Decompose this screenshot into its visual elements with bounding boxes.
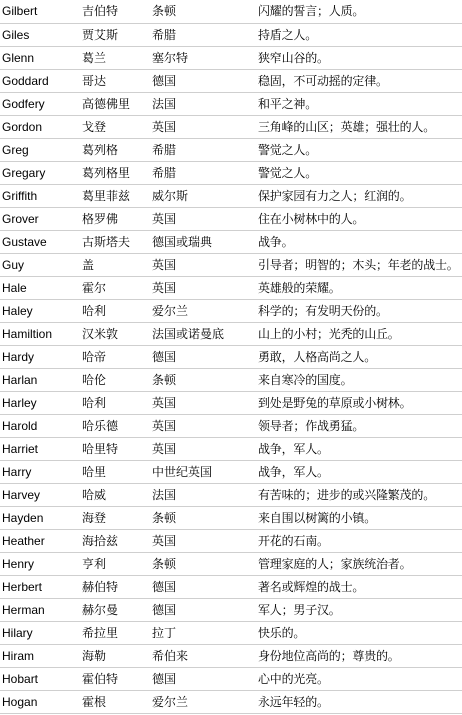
meaning-cell: 开花的石南。 [256, 529, 462, 552]
english-name-cell: Gregary [0, 161, 80, 184]
origin-cell: 英国 [150, 207, 256, 230]
origin-cell: 条顿 [150, 368, 256, 391]
origin-cell: 希腊 [150, 138, 256, 161]
chinese-name-cell: 哈利 [80, 391, 150, 414]
origin-cell: 英国 [150, 115, 256, 138]
table-row [0, 437, 462, 460]
english-name-cell: Harriet [0, 437, 80, 460]
meaning-cell: 持盾之人。 [256, 23, 462, 46]
chinese-name-cell: 哈里特 [80, 437, 150, 460]
chinese-name-cell: 哈威 [80, 483, 150, 506]
meaning-cell: 三角峰的山区；英雄；强壮的人。 [256, 115, 462, 138]
meaning-cell: 和平之神。 [256, 92, 462, 115]
origin-cell: 中世纪英国 [150, 460, 256, 483]
meaning-cell: 来自围以树篱的小镇。 [256, 506, 462, 529]
table-row [0, 230, 462, 253]
english-name-cell: Harold [0, 414, 80, 437]
english-name-cell: Hobart [0, 667, 80, 690]
table-row [0, 483, 462, 506]
origin-cell: 爱尔兰 [150, 299, 256, 322]
meaning-cell: 心中的光亮。 [256, 667, 462, 690]
meaning-cell: 战争，军人。 [256, 460, 462, 483]
meaning-cell: 闪耀的誓言；人质。 [256, 0, 462, 23]
meaning-cell: 军人；男子汉。 [256, 598, 462, 621]
chinese-name-cell: 赫伯特 [80, 575, 150, 598]
chinese-name-cell: 霍伯特 [80, 667, 150, 690]
chinese-name-cell: 海登 [80, 506, 150, 529]
origin-cell: 威尔斯 [150, 184, 256, 207]
meaning-cell: 保护家园有力之人；红润的。 [256, 184, 462, 207]
origin-cell: 英国 [150, 253, 256, 276]
origin-cell: 英国 [150, 437, 256, 460]
meaning-cell: 住在小树林中的人。 [256, 207, 462, 230]
chinese-name-cell: 霍尔 [80, 276, 150, 299]
meaning-cell: 快乐的。 [256, 621, 462, 644]
table-row [0, 115, 462, 138]
origin-cell: 德国 [150, 598, 256, 621]
table-row [0, 391, 462, 414]
origin-cell: 德国 [150, 69, 256, 92]
english-name-cell: Griffith [0, 184, 80, 207]
english-name-cell: Greg [0, 138, 80, 161]
table-row [0, 92, 462, 115]
chinese-name-cell: 哥达 [80, 69, 150, 92]
meaning-cell: 到处是野兔的草原或小树林。 [256, 391, 462, 414]
chinese-name-cell: 葛列格 [80, 138, 150, 161]
english-name-cell: Gilbert [0, 0, 80, 23]
chinese-name-cell: 哈利 [80, 299, 150, 322]
meaning-cell: 管理家庭的人；家族统治者。 [256, 552, 462, 575]
table-row [0, 161, 462, 184]
english-name-cell: Hamiltion [0, 322, 80, 345]
origin-cell: 德国 [150, 575, 256, 598]
origin-cell: 拉丁 [150, 621, 256, 644]
chinese-name-cell: 高德佛里 [80, 92, 150, 115]
table-row [0, 46, 462, 69]
origin-cell: 希腊 [150, 161, 256, 184]
meaning-cell: 著名或辉煌的战士。 [256, 575, 462, 598]
table-row [0, 690, 462, 713]
english-name-cell: Goddard [0, 69, 80, 92]
english-name-cell: Henry [0, 552, 80, 575]
english-name-cell: Hardy [0, 345, 80, 368]
english-name-cell: Giles [0, 23, 80, 46]
chinese-name-cell: 哈里 [80, 460, 150, 483]
origin-cell: 塞尔特 [150, 46, 256, 69]
table-row [0, 322, 462, 345]
origin-cell: 德国 [150, 345, 256, 368]
table-row [0, 253, 462, 276]
table-row [0, 575, 462, 598]
origin-cell: 英国 [150, 276, 256, 299]
table-row [0, 506, 462, 529]
chinese-name-cell: 盖 [80, 253, 150, 276]
table-row [0, 529, 462, 552]
chinese-name-cell: 格罗佛 [80, 207, 150, 230]
english-name-cell: Gordon [0, 115, 80, 138]
chinese-name-cell: 葛列格里 [80, 161, 150, 184]
table-row [0, 667, 462, 690]
meaning-cell: 战争。 [256, 230, 462, 253]
english-name-cell: Glenn [0, 46, 80, 69]
meaning-cell: 身份地位高尚的；尊贵的。 [256, 644, 462, 667]
origin-cell: 法国或诺曼底 [150, 322, 256, 345]
origin-cell: 希伯来 [150, 644, 256, 667]
english-name-cell: Herman [0, 598, 80, 621]
origin-cell: 法国 [150, 483, 256, 506]
meaning-cell: 狭窄山谷的。 [256, 46, 462, 69]
table-row [0, 345, 462, 368]
english-name-cell: Heather [0, 529, 80, 552]
chinese-name-cell: 哈乐德 [80, 414, 150, 437]
origin-cell: 德国 [150, 667, 256, 690]
meaning-cell: 永远年轻的。 [256, 690, 462, 713]
english-name-cell: Harvey [0, 483, 80, 506]
english-name-cell: Harley [0, 391, 80, 414]
table-row [0, 621, 462, 644]
english-name-cell: Harry [0, 460, 80, 483]
chinese-name-cell: 贾艾斯 [80, 23, 150, 46]
table-row [0, 552, 462, 575]
chinese-name-cell: 哈帝 [80, 345, 150, 368]
table-row [0, 184, 462, 207]
meaning-cell: 引导者；明智的；木头；年老的战士。 [256, 253, 462, 276]
english-name-cell: Gustave [0, 230, 80, 253]
meaning-cell: 科学的；有发明天份的。 [256, 299, 462, 322]
meaning-cell: 战争，军人。 [256, 437, 462, 460]
origin-cell: 德国或瑞典 [150, 230, 256, 253]
english-name-cell: Godfery [0, 92, 80, 115]
table-row [0, 368, 462, 391]
chinese-name-cell: 戈登 [80, 115, 150, 138]
meaning-cell: 警觉之人。 [256, 138, 462, 161]
meaning-cell: 来自寒冷的国度。 [256, 368, 462, 391]
english-name-cell: Hayden [0, 506, 80, 529]
table-row [0, 0, 462, 23]
table-row [0, 460, 462, 483]
origin-cell: 爱尔兰 [150, 690, 256, 713]
chinese-name-cell: 亨利 [80, 552, 150, 575]
origin-cell: 英国 [150, 529, 256, 552]
origin-cell: 英国 [150, 414, 256, 437]
chinese-name-cell: 古斯塔夫 [80, 230, 150, 253]
meaning-cell: 有苦味的；进步的或兴隆繁茂的。 [256, 483, 462, 506]
chinese-name-cell: 希拉里 [80, 621, 150, 644]
meaning-cell: 警觉之人。 [256, 161, 462, 184]
meaning-cell: 英雄般的荣耀。 [256, 276, 462, 299]
origin-cell: 条顿 [150, 0, 256, 23]
meaning-cell: 勇敢，人格高尚之人。 [256, 345, 462, 368]
english-name-cell: Hogan [0, 690, 80, 713]
origin-cell: 法国 [150, 92, 256, 115]
origin-cell: 英国 [150, 391, 256, 414]
chinese-name-cell: 葛兰 [80, 46, 150, 69]
english-name-cell: Grover [0, 207, 80, 230]
english-name-cell: Herbert [0, 575, 80, 598]
table-row [0, 598, 462, 621]
table-row [0, 299, 462, 322]
meaning-cell: 领导者；作战勇猛。 [256, 414, 462, 437]
chinese-name-cell: 汉米敦 [80, 322, 150, 345]
english-name-cell: Guy [0, 253, 80, 276]
table-row [0, 276, 462, 299]
english-name-cell: Hilary [0, 621, 80, 644]
table-row [0, 207, 462, 230]
english-name-cell: Hale [0, 276, 80, 299]
chinese-name-cell: 霍根 [80, 690, 150, 713]
chinese-name-cell: 哈伦 [80, 368, 150, 391]
meaning-cell: 山上的小村；光秃的山丘。 [256, 322, 462, 345]
chinese-name-cell: 葛里菲兹 [80, 184, 150, 207]
table-row [0, 644, 462, 667]
meaning-cell: 稳固，不可动摇的定律。 [256, 69, 462, 92]
chinese-name-cell: 赫尔曼 [80, 598, 150, 621]
english-name-cell: Harlan [0, 368, 80, 391]
table-row [0, 138, 462, 161]
table-row [0, 414, 462, 437]
origin-cell: 条顿 [150, 506, 256, 529]
english-name-cell: Hiram [0, 644, 80, 667]
origin-cell: 条顿 [150, 552, 256, 575]
chinese-name-cell: 海勒 [80, 644, 150, 667]
origin-cell: 希腊 [150, 23, 256, 46]
table-row [0, 69, 462, 92]
chinese-name-cell: 吉伯特 [80, 0, 150, 23]
english-name-cell: Haley [0, 299, 80, 322]
chinese-name-cell: 海拾兹 [80, 529, 150, 552]
table-row [0, 23, 462, 46]
